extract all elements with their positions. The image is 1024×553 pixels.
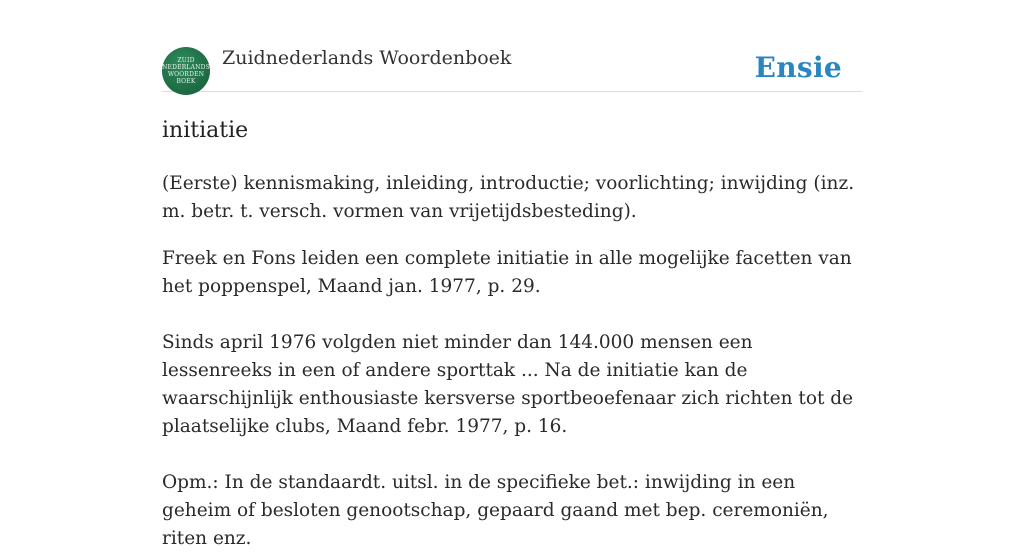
site-title-link[interactable]: Zuidnederlands Woordenboek <box>222 47 512 69</box>
definition: (Eerste) kennismaking, inleiding, introductie; voorlichting; inwijding (inz. m. betr. t. versch. vormen van vrijetijdsbesteding). <box>162 173 855 222</box>
site-header <box>162 44 862 92</box>
logo-line-4: BOEK <box>176 78 196 85</box>
ensie-brand-link[interactable]: Ensie <box>754 51 842 84</box>
dictionary-logo[interactable] <box>162 47 210 95</box>
logo-line-2: NEDERLANDS <box>162 64 210 71</box>
logo-line-1: ZUID <box>177 57 195 64</box>
logo-line-3: WOORDEN <box>167 71 205 78</box>
usage-note: Opm.: In de standaardt. uitsl. in de specifieke bet.: inwijding in een geheim of besloten genootschap, gepaard gaand met bep. ceremoniën, riten enz. <box>162 472 829 549</box>
entry-content <box>162 116 862 553</box>
example-2: Sinds april 1976 volgden niet minder dan 144.000 mensen een lessenreeks in een of andere sporttak ... Na de initiatie kan de waarschijnlijk enthousiaste kersverse sportbeoefenaar zich richten tot de plaatselijke clubs, Maand febr. 1977, p. 16. <box>162 332 854 437</box>
example-1: Freek en Fons leiden een complete initiatie in alle mogelijke facetten van het poppenspel, Maand jan. 1977, p. 29. <box>162 248 852 297</box>
headword: initiatie <box>162 118 249 143</box>
